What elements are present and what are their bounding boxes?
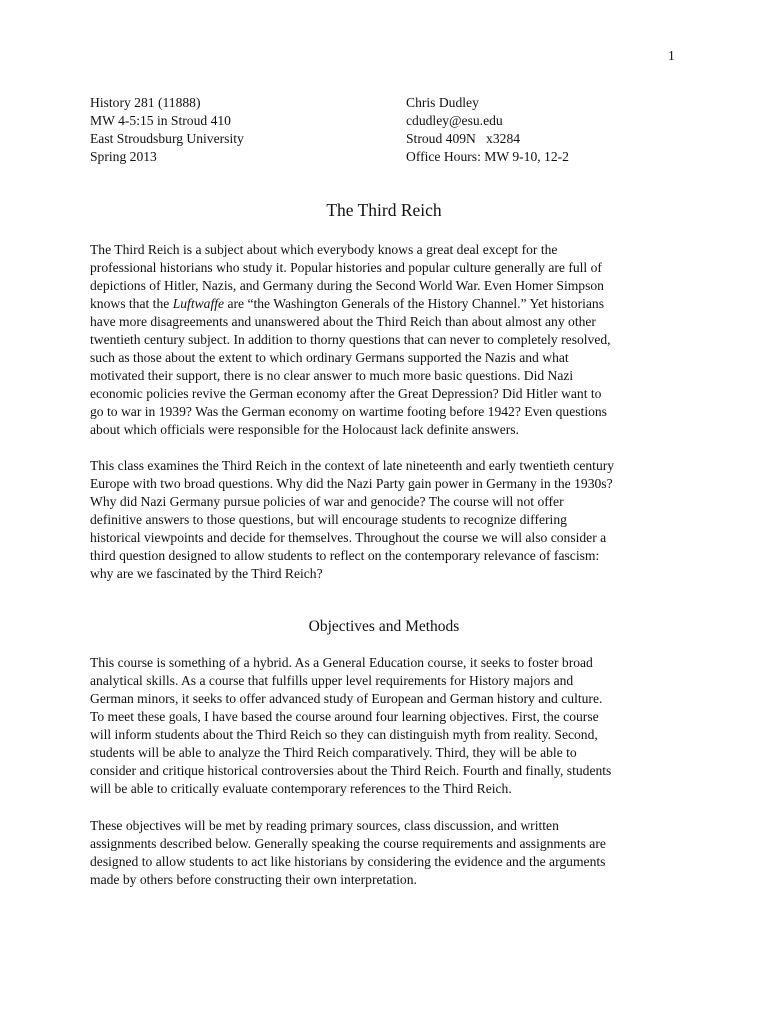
instructor-email: cdudley@esu.edu xyxy=(406,113,503,128)
line-text: are “the Washington Generals of the History Channel.” Yet historians xyxy=(224,296,605,311)
paragraph-line: go to war in 1939? Was the German economy on wartime footing before 1942? Even questions xyxy=(90,404,607,419)
paragraph-line: Why did Nazi Germany pursue policies of war and genocide? The course will not offer xyxy=(90,494,564,509)
paragraph-line: about which officials were responsible for the Holocaust lack definite answers. xyxy=(90,422,519,437)
paragraph-line: consider and critique historical controversies about the Third Reich. Fourth and finally, students xyxy=(90,763,612,778)
paragraph-line: will inform students about the Third Reich so they can distinguish myth from reality. Second, xyxy=(90,727,598,742)
intro-paragraph-1 xyxy=(90,241,690,439)
paragraph-line: why are we fascinated by the Third Reich? xyxy=(90,566,323,581)
course-number: History 281 (11888) xyxy=(90,95,201,110)
paragraph-line: These objectives will be met by reading primary sources, class discussion, and written xyxy=(90,818,559,833)
luftwaffe-italic: Luftwaffe xyxy=(172,296,225,311)
office-hours: Office Hours: MW 9-10, 12-2 xyxy=(406,149,569,164)
document-title: The Third Reich xyxy=(326,200,442,220)
paragraph-line: German minors, it seeks to offer advanced study of European and German history and culture. xyxy=(90,691,603,706)
paragraph-line: depictions of Hitler, Nazis, and Germany during the Second World War. Even Homer Simpson xyxy=(90,278,604,293)
paragraph-line: The Third Reich is a subject about which everybody knows a great deal except for the xyxy=(90,242,558,257)
paragraph-line: This course is something of a hybrid. As a General Education course, it seeks to foster broad xyxy=(90,655,593,670)
objectives-paragraph-2 xyxy=(90,817,690,889)
paragraph-line: Europe with two broad questions. Why did the Nazi Party gain power in Germany in the 1930s? xyxy=(90,476,613,491)
semester: Spring 2013 xyxy=(90,149,157,164)
paragraph-line: third question designed to allow students to reflect on the contemporary relevance of fascism: xyxy=(90,548,600,563)
section-heading: Objectives and Methods xyxy=(308,618,460,635)
paragraph-line: have more disagreements and unanswered about the Third Reich than about almost any other xyxy=(90,314,596,329)
line-text: knows that the xyxy=(90,296,173,311)
paragraph-line: analytical skills. As a course that fulfills upper level requirements for History majors and xyxy=(90,673,574,688)
instructor-name: Chris Dudley xyxy=(406,95,479,110)
paragraph-line: will be able to critically evaluate contemporary references to the Third Reich. xyxy=(90,781,512,796)
paragraph-line: assignments described below. Generally speaking the course requirements and assignments are xyxy=(90,836,606,851)
paragraph-line: definitive answers to those questions, but will encourage students to recognize differing xyxy=(90,512,567,527)
paragraph-line: made by others before constructing their own interpretation. xyxy=(90,872,417,887)
university-name: East Stroudsburg University xyxy=(90,131,244,146)
objectives-paragraph-1 xyxy=(90,654,690,798)
course-info xyxy=(90,94,244,166)
paragraph-line: students will be able to analyze the Third Reich comparatively. Third, they will be able to xyxy=(90,745,577,760)
paragraph-line: To meet these goals, I have based the course around four learning objectives. First, the course xyxy=(90,709,599,724)
class-meeting-time: MW 4-5:15 in Stroud 410 xyxy=(90,113,231,128)
page-number: 1 xyxy=(668,48,675,63)
paragraph-line: twentieth century subject. In addition to thorny questions that can never to completely resolved, xyxy=(90,332,611,347)
paragraph-line: motivated their support, there is no clear answer to much more basic questions. Did Nazi xyxy=(90,368,574,383)
paragraph-line: economic policies revive the German economy after the Great Depression? Did Hitler want to xyxy=(90,386,602,401)
paragraph-line: such as those about the extent to which ordinary Germans supported the Nazis and what xyxy=(90,350,569,365)
paragraph-line: professional historians who study it. Popular histories and popular culture generally are full of xyxy=(90,260,602,275)
instructor-info xyxy=(406,94,569,166)
paragraph-line: historical viewpoints and decide for themselves. Throughout the course we will also consider a xyxy=(90,530,607,545)
paragraph-line: designed to allow students to act like historians by considering the evidence and the arguments xyxy=(90,854,606,869)
paragraph-line xyxy=(90,295,690,313)
office-location: Stroud 409N x3284 xyxy=(406,131,521,146)
paragraph-line: This class examines the Third Reich in the context of late nineteenth and early twentieth century xyxy=(90,458,615,473)
intro-paragraph-2 xyxy=(90,457,690,583)
